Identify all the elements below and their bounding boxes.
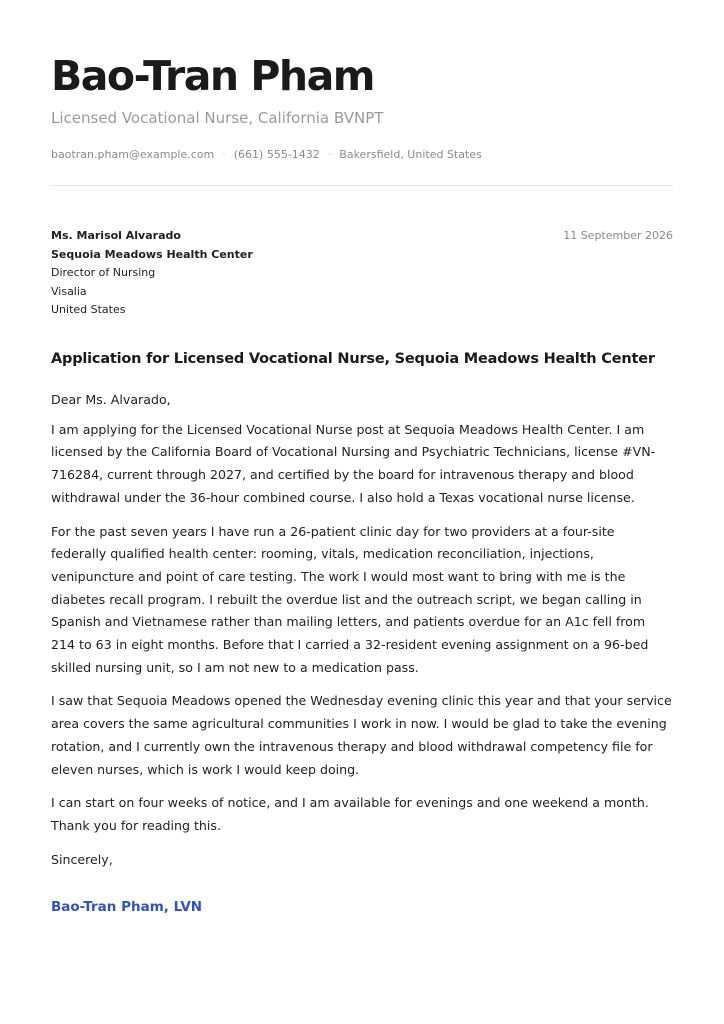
letter-date: 11 September 2026	[563, 229, 673, 242]
letter-body	[51, 389, 673, 849]
contact-phone: (661) 555-1432	[233, 148, 320, 161]
body-paragraph: I can start on four weeks of notice, and I am available for evenings and one weekend a month. Thank you for reading this.	[51, 795, 649, 833]
recipient-country: United States	[51, 303, 126, 316]
applicant-name: Bao-Tran Pham	[51, 52, 375, 100]
letter-subject: Application for Licensed Vocational Nurse, Sequoia Meadows Health Center	[51, 351, 655, 367]
salutation: Dear Ms. Alvarado,	[51, 392, 171, 407]
header-divider	[51, 185, 673, 186]
recipient-name: Ms. Marisol Alvarado	[51, 229, 181, 242]
closing: Sincerely,	[51, 852, 113, 867]
contact-separator: ·	[222, 148, 226, 161]
contact-separator: ·	[327, 148, 332, 161]
body-paragraph: I saw that Sequoia Meadows opened the Wednesday evening clinic this year and that your service area covers the same agricultural communities I work in now. I would be glad to take the evening rotation, and I currently own the intravenous therapy and blood withdrawal competency file for eleven nurses, which is work I would keep doing.	[51, 693, 672, 777]
recipient-title: Director of Nursing	[51, 266, 156, 279]
contact-line	[51, 147, 482, 163]
applicant-headline: Licensed Vocational Nurse, California BVNPT	[51, 109, 384, 127]
recipient-city: Visalia	[51, 284, 87, 298]
recipient-block	[51, 227, 253, 320]
contact-location: Bakersfield, United States	[339, 148, 482, 161]
recipient-organization: Sequoia Meadows Health Center	[51, 247, 253, 261]
body-paragraph: For the past seven years I have run a 26-patient clinic day for two providers at a four-site federally qualified health center: rooming, vitals, medication reconciliation, injections, venipuncture and point of care testing. The work I would most want to bring with me is the diabetes recall program. I rebuilt the overdue list and the outreach script, we began calling in Spanish and Vietnamese rather than mailing letters, and patients overdue for an A1c fell from 214 to 63 in eight months. Before that I carried a 32-resident evening assignment on a 96-bed skilled nursing unit, so I am not new to a medication pass.	[51, 523, 649, 675]
contact-email: baotran.pham@example.com	[51, 148, 215, 161]
signature: Bao-Tran Pham, LVN	[51, 899, 203, 915]
body-paragraph: I am applying for the Licensed Vocational Nurse post at Sequoia Meadows Health Center. I am licensed by the California Board of Vocational Nursing and Psychiatric Technicians, license #VN-716284, current through 2027, and certified by the board for intravenous therapy and blood withdrawal under the 36-hour combined course. I also hold a Texas vocational nurse license.	[51, 421, 656, 505]
